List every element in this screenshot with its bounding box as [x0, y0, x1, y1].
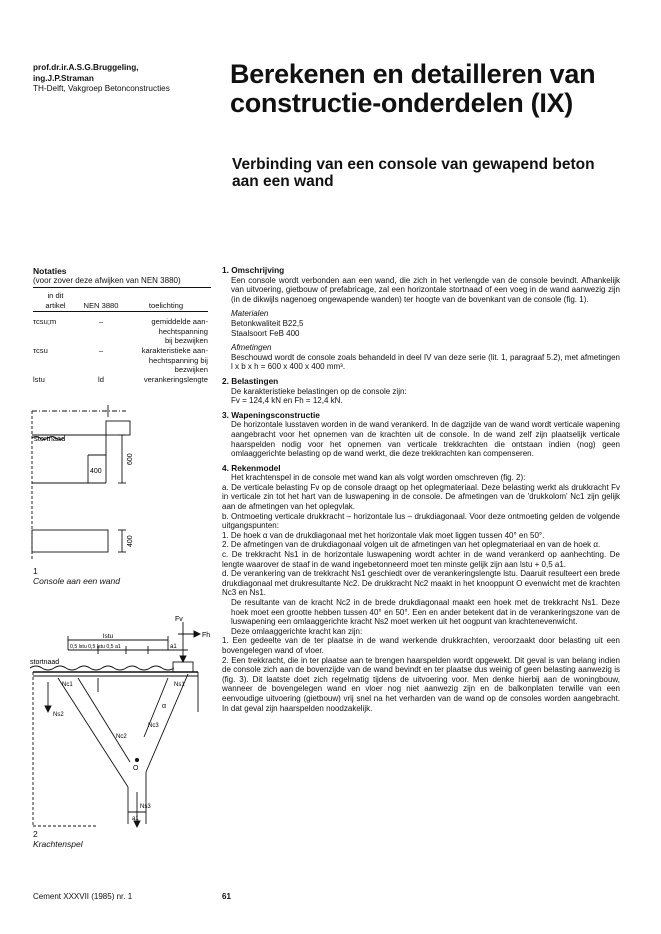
col-header-explanation: toelichting [124, 291, 208, 312]
fig2-label-ns1: Ns1 [174, 682, 185, 688]
subtitle-line-1: Verbinding van een console van gewapend beton [232, 156, 595, 173]
notation-explanation: verankeringslengte [143, 374, 208, 384]
section-3-title: 3. Wapeningsconstructie [222, 409, 320, 420]
fig2-label-a1-top: a1 [170, 644, 177, 650]
notation-nen: – [98, 317, 104, 327]
article-title [230, 60, 650, 118]
section-4-intro: Het krachtenspel in de console met wand kan als volgt worden omschreven (fig. 2): [231, 473, 526, 483]
notation-row [33, 375, 208, 385]
figure-2-caption [33, 829, 83, 849]
section-4-item-a: a. De verticale belasting Fv op de console draagt op het oplegmateriaal. Deze belasting werkt als drukkracht Fv in verticale zin tot het hart van de luswapening in de console. De afmetingen van de 'drukkolom' Nc1 zijn gelijk aan de afmetingen van het oplegvlak. [222, 482, 620, 512]
notation-row [33, 346, 208, 375]
col-header-article: in dit artikel [45, 291, 66, 310]
section-4-item-b1: 1. De hoek α van de drukdiagonaal met het horizontale vlak moet liggen tussen 40° en 50°. [222, 530, 545, 540]
col-header-nen: NEN 3880 [78, 291, 124, 312]
fig2-stortnaad-label: stortnaad [30, 659, 60, 666]
section-4-item-d-cont: De resultante van de kracht Nc2 in de brede drukdiagonaal maakt een hoek met de trekkracht Ns1. Deze hoek moet een grootte hebben tussen 40° en 50°. Een en ander betekent dat in de verankeringszone van de luswapening een omlaaggerichte kracht Ns2 moet werken uit het oogpunt van krachtenevenwicht. [231, 598, 620, 627]
subtitle-line-2: aan een wand [232, 173, 334, 190]
notation-symbol: τcsu [33, 345, 48, 355]
notation-nen: – [98, 345, 104, 355]
figure-1-title: Console aan een wand [33, 576, 120, 586]
figure-2-number: 2 [33, 829, 38, 839]
section-4-item-d-cont2: Deze omlaaggerichte kracht kan zijn: [231, 626, 363, 636]
section-1-title: 1. Omschrijving [222, 265, 285, 275]
title-line-2: constructie-onderdelen (IX) [230, 88, 573, 118]
notation-symbol: τcsu;m [33, 317, 57, 327]
title-line-1: Berekenen en detailleren van [230, 59, 596, 89]
notation-symbol: lstu [33, 374, 45, 384]
section-2-loads: Fv = 124,4 kN en Fh = 12,4 kN. [231, 396, 343, 406]
notation-explanation: gemiddelde aan- hechtspanning bij bezwijken [151, 317, 208, 346]
author-block [33, 63, 170, 95]
section-4-item-d: d. De verankering van de trekkracht Ns1 geschiedt over de verankeringslengte lstu. Daaruit resulteert een brede drukdiagonaal met drukresultante Nc2. De drukkracht Nc2 maakt in het knooppunt O evenwicht met de krachten Nc3 en Ns1. [222, 569, 620, 598]
fig1-dim-400: 400 [90, 468, 102, 475]
figure-1-caption [33, 566, 120, 586]
fig1-stortnaad-label: stortnaad [34, 434, 66, 443]
section-4-title: 4. Rekenmodel [222, 462, 281, 473]
section-4-item-d2: 2. Een trekkracht, die in ter plaatse aan te brengen haarspelden wordt opgewekt. Dit geval is van belang indien de console zich aan de bovenzijde van de wand bevindt en ter plaatse dus weinig of geen belasting aanwezig is (fig. 3). Dit laatste doet zich regelmatig tijdens de uitvoering voor. Men denke hierbij aan de woningbouw, wanneer de bovengelegen wand en vloer nog niet aanwezig zijn en de balkonplaten terwille van een eenvoudige uitvoering (gietbouw) vrij snel na het verharden van de wand op de consoles worden aangebracht. In dat geval zijn haarspelden noodzakelijk. [222, 655, 620, 713]
fig1-dim-400-bottom: 400 [127, 535, 134, 547]
author-line-2: ing.J.P.Straman [33, 73, 94, 83]
section-2-paragraph: De karakteristieke belastingen op de console zijn: [231, 386, 407, 396]
notation-block [33, 266, 211, 384]
materials-concrete: Betonkwaliteit B22,5 [231, 318, 304, 328]
section-2-title: 2. Belastingen [222, 375, 279, 386]
section-4-item-b: b. Ontmoeting verticale drukkracht – horizontale lus – drukdiagonaal. Voor deze ontmoeting gelden de volgende uitgangspunten: [222, 511, 620, 531]
fig2-dim-chain: 0,5 lstu 0,5 lstu 0,5 a1 [70, 644, 121, 650]
figure-1-number: 1 [33, 566, 38, 576]
notation-explanation: karakteristieke aan- hechtspanning bij bezwijken [141, 345, 208, 375]
notation-nen: ld [98, 374, 104, 384]
notation-table [33, 291, 208, 384]
fig2-label-ns3: Ns3 [140, 804, 151, 810]
fig2-label-nc2: Nc2 [116, 734, 127, 740]
fig2-label-nc1: Nc1 [62, 682, 73, 688]
fig2-label-nc3: Nc3 [148, 723, 159, 729]
figure-2-drawing [28, 612, 218, 830]
author-affiliation: TH-Delft, Vakgroep Betonconstructies [33, 84, 170, 93]
fig1-dim-600: 600 [127, 453, 134, 465]
notation-note: (voor zover deze afwijken van NEN 3880) [33, 276, 211, 288]
journal-reference: Cement XXXVII (1985) nr. 1 [33, 892, 133, 901]
section-4-item-d1: 1. Een gedeelte van de ter plaatse in de wand werkende drukkrachten, veroorzaakt door belasting uit een bovengelegen wand of vloer. [222, 636, 620, 655]
page-number: 61 [222, 892, 231, 901]
materials-heading: Materialen [231, 309, 269, 319]
fig2-label-fv: Fv [175, 616, 183, 623]
fig2-label-a1-bottom: a1 [132, 816, 139, 822]
section-4-item-b2: 2. De afmetingen van de drukdiagonaal volgen uit de afmetingen van het oplegmateriaal en van de hoek α. [222, 540, 601, 550]
fig2-label-alpha: α [162, 703, 167, 710]
fig2-label-lstu: lstu [103, 633, 114, 640]
figure-1-drawing [28, 405, 188, 565]
section-1-paragraph: Een console wordt verbonden aan een wand, die zich in het verlengde van de console bevindt. Afhankelijk van uitvoering, gietbouw of prefabricage, zal een horizontale stortnaad of een voeg in de wand aanwezig zijn (in de dikwijls nagenoeg ongewapende wanden) ter hoogte van de bovenkant van de console (fig. 1). [231, 275, 620, 304]
section-4-item-c: c. De trekkracht Ns1 in de horizontale luswapening wordt achter in de wand verankerd op aanhechting. De lengte waarover de staaf in de wand ingebetonneerd moet ten minste gelijk zijn aan lstu + 0,5 a1. [222, 550, 620, 569]
notation-heading: Notaties [33, 266, 67, 276]
fig2-label-ns2: Ns2 [53, 712, 64, 718]
article-subtitle [232, 156, 642, 190]
dimensions-heading: Afmetingen [231, 343, 272, 353]
author-line-1: prof.dr.ir.A.S.G.Bruggeling, [33, 63, 139, 72]
figure-2-title: Krachtenspel [33, 839, 83, 849]
article-body [222, 266, 620, 713]
fig2-label-node-o: O [133, 765, 139, 772]
section-3-paragraph: De horizontale lusstaven worden in de wand verankerd. In de dagzijde van de wand wordt verticale wapening aangebracht voor het opnemen van de krachten uit de console. In de wand zelf zijn plaatselijk verticale haarspelden nodig voor het opnemen van verticale trekkrachten die ontstaan indien (nog) geen omlaaggerichte belasting op de wand werkt, die deze trekkrachten kan compenseren. [231, 420, 620, 459]
notation-row [33, 312, 208, 346]
dimensions-paragraph: Beschouwd wordt de console zoals behandeld in deel IV van deze serie (lit. 1, paragraaf 5.2), met afmetingen l x b x h = 600 x 400 x 400 mm³. [231, 352, 620, 372]
notation-header-row [33, 291, 208, 312]
fig2-label-fh: Fh [202, 632, 211, 639]
materials-steel: Staalsoort FeB 400 [231, 328, 300, 338]
